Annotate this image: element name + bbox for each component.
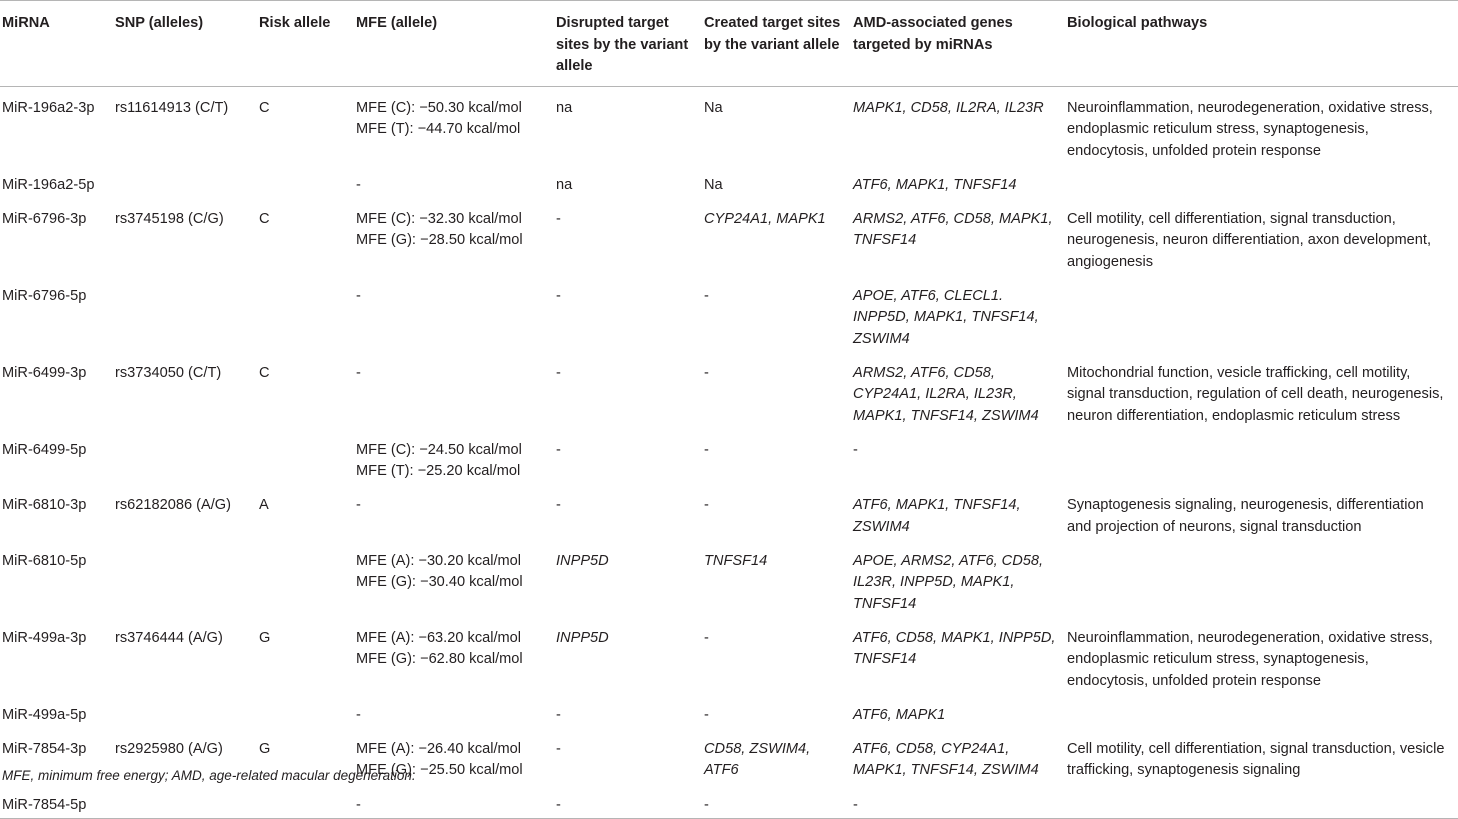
cell-created-sites-text: - (704, 288, 709, 305)
table-row (0, 694, 1458, 728)
cell-amd-genes (851, 352, 1065, 429)
cell-risk-allele (257, 198, 354, 275)
cell-disrupted-sites (554, 540, 702, 617)
mfe-line: - (356, 288, 361, 305)
cell-disrupted-sites (554, 484, 702, 540)
cell-created-sites-text: TNFSF14 (704, 553, 768, 570)
cell-mirna (0, 429, 113, 485)
cell-amd-genes-text: MAPK1, CD58, IL2RA, IL23R (853, 100, 1044, 116)
cell-amd-genes-text: APOE, ATF6, CLECL1. INPP5D, MAPK1, TNFSF14, ZSWIM4 (853, 288, 1039, 347)
mfe-line: MFE (A): −63.20 kcal/mol (356, 629, 522, 646)
cell-disrupted-sites-text: - (556, 706, 561, 723)
cell-mirna (0, 694, 113, 728)
mfe-line: MFE (G): −30.40 kcal/mol (356, 574, 523, 591)
header-pathways: Biological pathways (1065, 1, 1458, 87)
table-row (0, 540, 1458, 617)
cell-amd-genes-text: ATF6, MAPK1, TNFSF14 (853, 176, 1017, 193)
cell-snp (113, 275, 257, 352)
cell-pathways (1065, 275, 1458, 352)
cell-mfe (354, 429, 554, 485)
cell-amd-genes-text: ATF6, CD58, MAPK1, INPP5D, TNFSF14 (853, 629, 1056, 668)
cell-amd-genes (851, 540, 1065, 617)
header-snp: SNP (alleles) (113, 1, 257, 87)
cell-snp (113, 484, 257, 540)
cell-created-sites-text: - (704, 497, 709, 514)
cell-pathways-text: Neuroinflammation, neurodegeneration, oxidative stress, endoplasmic reticulum stress, synaptogenesis, endocytosis, unfolded protein response (1067, 629, 1433, 689)
cell-created-sites-text: Na (704, 100, 723, 116)
table-footnote: MFE, minimum free energy; AMD, age-related macular degeneration. (2, 768, 416, 783)
cell-disrupted-sites (554, 429, 702, 485)
cell-risk-allele-text: G (259, 741, 271, 758)
cell-pathways (1065, 352, 1458, 429)
cell-mirna (0, 164, 113, 198)
cell-pathways-text: Mitochondrial function, vesicle trafficking, cell motility, signal transduction, regulation of cell death, neurogenesis, neuron differentiation, endoplasmic reticulum stress (1067, 364, 1444, 424)
cell-snp (113, 429, 257, 485)
cell-disrupted-sites (554, 784, 702, 819)
cell-amd-genes-text: - (853, 796, 858, 813)
cell-created-sites-text: - (704, 796, 709, 813)
cell-pathways (1065, 784, 1458, 819)
cell-mfe (354, 352, 554, 429)
cell-disrupted-sites-text: INPP5D (556, 629, 609, 646)
cell-pathways-text: Cell motility, cell differentiation, signal transduction, neurogenesis, neuron differentiation, axon development, angiogenesis (1067, 211, 1432, 270)
cell-mfe (354, 275, 554, 352)
cell-mirna-text: MiR-6796-5p (2, 288, 87, 305)
header-mirna: MiRNA (0, 1, 113, 87)
cell-amd-genes (851, 198, 1065, 275)
cell-disrupted-sites (554, 352, 702, 429)
cell-created-sites (702, 728, 851, 784)
cell-disrupted-sites-text: na (556, 100, 573, 116)
cell-mfe (354, 484, 554, 540)
cell-mfe (354, 617, 554, 694)
mfe-line: MFE (T): −44.70 kcal/mol (356, 121, 521, 138)
cell-disrupted-sites (554, 617, 702, 694)
header-disrupted-sites: Disrupted target sites by the variant allele (554, 1, 702, 87)
cell-risk-allele-text: C (259, 364, 270, 381)
cell-amd-genes (851, 429, 1065, 485)
cell-disrupted-sites-text: INPP5D (556, 553, 609, 570)
cell-mirna-text: MiR-196a2-5p (2, 176, 95, 193)
table-row (0, 87, 1458, 164)
cell-mirna (0, 484, 113, 540)
cell-disrupted-sites-text: - (556, 796, 561, 813)
cell-pathways (1065, 429, 1458, 485)
cell-mirna-text: MiR-499a-5p (2, 706, 87, 723)
cell-snp-text: rs11614913 (C/T) (115, 100, 229, 116)
cell-snp (113, 784, 257, 819)
cell-mfe (354, 540, 554, 617)
mfe-line: MFE (G): −28.50 kcal/mol (356, 232, 523, 249)
mfe-line: - (356, 796, 361, 813)
cell-created-sites (702, 87, 851, 164)
cell-pathways-text: Cell motility, cell differentiation, signal transduction, vesicle trafficking, synaptogenesis signaling (1067, 741, 1445, 779)
cell-mirna (0, 275, 113, 352)
cell-created-sites-text: - (704, 364, 709, 381)
cell-created-sites (702, 275, 851, 352)
cell-risk-allele (257, 429, 354, 485)
cell-created-sites (702, 540, 851, 617)
cell-disrupted-sites (554, 164, 702, 198)
table-header (0, 1, 1458, 87)
cell-pathways-text: Synaptogenesis signaling, neurogenesis, differentiation and projection of neurons, signal transduction (1067, 497, 1424, 535)
cell-created-sites-text: CYP24A1, MAPK1 (704, 211, 826, 228)
header-risk-allele: Risk allele (257, 1, 354, 87)
cell-snp (113, 540, 257, 617)
cell-snp (113, 352, 257, 429)
cell-disrupted-sites-text: - (556, 441, 561, 458)
cell-amd-genes-text: ATF6, MAPK1, TNFSF14, ZSWIM4 (853, 497, 1021, 535)
cell-created-sites (702, 694, 851, 728)
cell-disrupted-sites (554, 87, 702, 164)
mfe-line: - (356, 176, 361, 193)
cell-mirna-text: MiR-6499-5p (2, 441, 87, 458)
mfe-line: MFE (A): −30.20 kcal/mol (356, 553, 522, 570)
cell-mfe (354, 87, 554, 164)
cell-mirna-text: MiR-499a-3p (2, 629, 87, 646)
cell-snp (113, 617, 257, 694)
cell-amd-genes-text: ATF6, MAPK1 (853, 706, 946, 723)
cell-snp-text: rs2925980 (A/G) (115, 741, 223, 758)
cell-disrupted-sites-text: - (556, 211, 561, 228)
cell-risk-allele (257, 784, 354, 819)
cell-snp (113, 198, 257, 275)
cell-risk-allele-text: G (259, 629, 271, 646)
mfe-line: MFE (T): −25.20 kcal/mol (356, 463, 521, 480)
cell-mirna (0, 87, 113, 164)
cell-mirna-text: MiR-196a2-3p (2, 100, 95, 116)
cell-pathways (1065, 484, 1458, 540)
cell-snp (113, 694, 257, 728)
cell-disrupted-sites (554, 275, 702, 352)
table-row (0, 275, 1458, 352)
cell-amd-genes-text: APOE, ARMS2, ATF6, CD58, IL23R, INPP5D, MAPK1, TNFSF14 (853, 553, 1044, 612)
mfe-line: - (356, 497, 361, 514)
table-row (0, 617, 1458, 694)
cell-mfe (354, 784, 554, 819)
mfe-line: MFE (A): −26.40 kcal/mol (356, 741, 522, 758)
cell-risk-allele (257, 87, 354, 164)
cell-pathways-text: Neuroinflammation, neurodegeneration, oxidative stress, endoplasmic reticulum stress, synaptogenesis, endocytosis, unfolded protein response (1067, 100, 1433, 159)
cell-pathways (1065, 617, 1458, 694)
cell-disrupted-sites-text: - (556, 288, 561, 305)
cell-disrupted-sites (554, 198, 702, 275)
cell-pathways (1065, 164, 1458, 198)
cell-snp-text: rs3745198 (C/G) (115, 211, 224, 228)
cell-created-sites-text: - (704, 629, 709, 646)
cell-created-sites-text: - (704, 441, 709, 458)
cell-disrupted-sites-text: - (556, 741, 561, 758)
cell-disrupted-sites (554, 694, 702, 728)
cell-snp-text: rs3746444 (A/G) (115, 629, 223, 646)
cell-amd-genes (851, 784, 1065, 819)
cell-mirna (0, 540, 113, 617)
cell-amd-genes (851, 694, 1065, 728)
cell-amd-genes (851, 617, 1065, 694)
cell-created-sites (702, 429, 851, 485)
cell-created-sites (702, 617, 851, 694)
cell-created-sites (702, 352, 851, 429)
header-created-sites: Created target sites by the variant allele (702, 1, 851, 87)
table-row (0, 429, 1458, 485)
cell-created-sites-text: CD58, ZSWIM4, ATF6 (704, 741, 811, 779)
cell-disrupted-sites-text: na (556, 176, 573, 193)
table-row (0, 352, 1458, 429)
cell-snp (113, 87, 257, 164)
cell-created-sites (702, 484, 851, 540)
cell-pathways (1065, 540, 1458, 617)
table-row (0, 484, 1458, 540)
mfe-line: MFE (G): −62.80 kcal/mol (356, 651, 523, 668)
cell-pathways (1065, 694, 1458, 728)
cell-amd-genes-text: ARMS2, ATF6, CD58, CYP24A1, IL2RA, IL23R, MAPK1, TNFSF14, ZSWIM4 (853, 364, 1039, 424)
mfe-line: MFE (C): −32.30 kcal/mol (356, 211, 522, 228)
cell-amd-genes (851, 728, 1065, 784)
cell-amd-genes-text: ARMS2, ATF6, CD58, MAPK1, TNFSF14 (853, 211, 1053, 249)
cell-pathways (1065, 198, 1458, 275)
cell-pathways (1065, 728, 1458, 784)
cell-risk-allele (257, 694, 354, 728)
cell-created-sites (702, 198, 851, 275)
cell-mirna (0, 352, 113, 429)
cell-risk-allele (257, 484, 354, 540)
cell-amd-genes-text: ATF6, CD58, CYP24A1, MAPK1, TNFSF14, ZSWIM4 (853, 741, 1039, 779)
cell-pathways (1065, 87, 1458, 164)
cell-mfe (354, 164, 554, 198)
header-mfe: MFE (allele) (354, 1, 554, 87)
cell-risk-allele (257, 540, 354, 617)
cell-amd-genes (851, 164, 1065, 198)
cell-mirna (0, 198, 113, 275)
cell-disrupted-sites (554, 728, 702, 784)
cell-snp-text: rs62182086 (A/G) (115, 497, 232, 514)
cell-amd-genes (851, 275, 1065, 352)
cell-risk-allele-text: C (259, 211, 270, 228)
cell-mfe (354, 694, 554, 728)
cell-created-sites (702, 784, 851, 819)
cell-disrupted-sites-text: - (556, 364, 561, 381)
cell-mirna-text: MiR-6499-3p (2, 364, 87, 381)
table-body (0, 87, 1458, 819)
cell-risk-allele-text: A (259, 497, 269, 514)
cell-risk-allele-text: C (259, 100, 270, 116)
cell-mirna-text: MiR-6810-5p (2, 553, 87, 570)
cell-mirna-text: MiR-7854-5p (2, 796, 87, 813)
cell-mirna (0, 617, 113, 694)
cell-amd-genes-text: - (853, 441, 858, 458)
cell-created-sites-text: - (704, 706, 709, 723)
cell-amd-genes (851, 87, 1065, 164)
cell-amd-genes (851, 484, 1065, 540)
mfe-line: MFE (C): −50.30 kcal/mol (356, 100, 522, 116)
cell-mirna-text: MiR-6810-3p (2, 497, 87, 514)
table-row (0, 784, 1458, 819)
cell-risk-allele (257, 352, 354, 429)
table-row (0, 198, 1458, 275)
mfe-line: - (356, 364, 361, 381)
mfe-line: MFE (C): −24.50 kcal/mol (356, 441, 522, 458)
cell-snp (113, 164, 257, 198)
cell-risk-allele (257, 164, 354, 198)
cell-risk-allele (257, 275, 354, 352)
mfe-line: MFE (G): −25.50 kcal/mol (356, 762, 523, 779)
cell-mirna-text: MiR-7854-3p (2, 741, 87, 758)
cell-mfe (354, 198, 554, 275)
cell-snp-text: rs3734050 (C/T) (115, 364, 222, 381)
table-row (0, 164, 1458, 198)
cell-created-sites-text: Na (704, 176, 723, 193)
cell-created-sites (702, 164, 851, 198)
mfe-line: - (356, 706, 361, 723)
cell-mirna (0, 784, 113, 819)
cell-disrupted-sites-text: - (556, 497, 561, 514)
cell-mirna-text: MiR-6796-3p (2, 211, 87, 228)
cell-risk-allele (257, 617, 354, 694)
header-amd-genes: AMD-associated genes targeted by miRNAs (851, 1, 1065, 87)
